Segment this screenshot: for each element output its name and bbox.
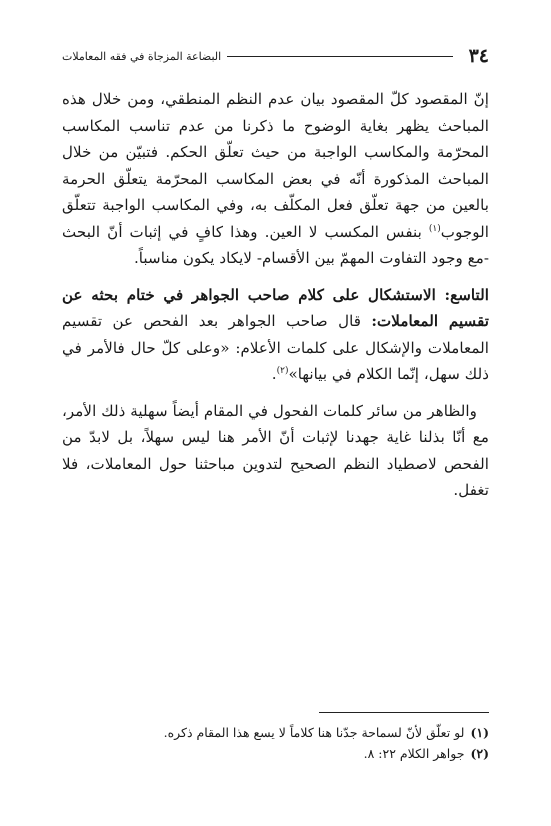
footnote-2-text: جواهر الكلام ٢٢: ٨. [363, 746, 465, 761]
footnote-2 [62, 743, 489, 764]
section-heading-ninth: التاسع: الاستشكال على كلام صاحب الجواهر في ختام بحثه عن تقسيم المعاملات: [62, 285, 489, 330]
footnote-separator [319, 712, 489, 713]
footnote-ref-1: (١) [428, 223, 441, 234]
paragraph-1-text-b: بنفس المكسب لا العين. وهذا كافٍ في إثبات أنّ البحث -مع وجود التفاوت المهمّ بين الأقسام- لايكاد يكون مناسباً. [62, 222, 489, 267]
page-number: ٣٤ [468, 45, 489, 67]
running-title: البضاعة المزجاة في فقه المعاملات [62, 49, 222, 63]
paragraph-3: والظاهر من سائر كلمات الفحول في المقام أيضاً سهلية ذلك الأمر، مع أنّا بذلنا غاية جهدنا لإثبات أنّ الأمر هنا ليس سهلاً، بل لابدّ من الفحص لاصطياد النظم الصحيح لتدوين مباحثنا حول المعاملات، فلا تغفل. [62, 401, 489, 499]
main-text [62, 86, 489, 504]
paragraph-1 [62, 86, 489, 272]
header-rule [227, 56, 452, 57]
footnote-2-mark: (٢) [470, 746, 489, 761]
footnote-1-text: لو تعلّق لأنّ لسماحة جدّنا هنا كلاماً لا يسع هذا المقام ذكره. [163, 725, 465, 740]
paragraph-1-text-a: إنّ المقصود كلّ المقصود بيان عدم النظم المنطقي، ومن خلال هذه المباحث يظهر بغاية الوضوح ما ذكرنا من عدم تناسب المكاسب المحرّمة والمكاسب الواجبة من حيث تعلّق الحكم. فتبيّن من خلال المباحث المذكورة أنّه في بعض المكاسب المحرّمة يتعلّق الحرمة بالعين من جهة تعلّق فعل المكلّف به، وفي المكاسب الواجبة تتعلّق الوجوب [62, 90, 489, 241]
footnote-1-mark: (١) [470, 725, 489, 740]
paragraph-2 [62, 282, 489, 388]
footnote-1 [62, 722, 489, 743]
paragraph-2-text-a: قال صاحب الجواهر بعد الفحص عن تقسيم المعاملات والإشكال على كلمات الأعلام: «وعلى كلّ حال فالأمر في ذلك سهل، إنّما الكلام في بيانها» [62, 312, 489, 383]
page-header [62, 44, 489, 68]
footnote-ref-2: (٢) [276, 365, 289, 376]
paragraph-2-text-b: . [271, 365, 277, 383]
footnotes [62, 722, 489, 764]
